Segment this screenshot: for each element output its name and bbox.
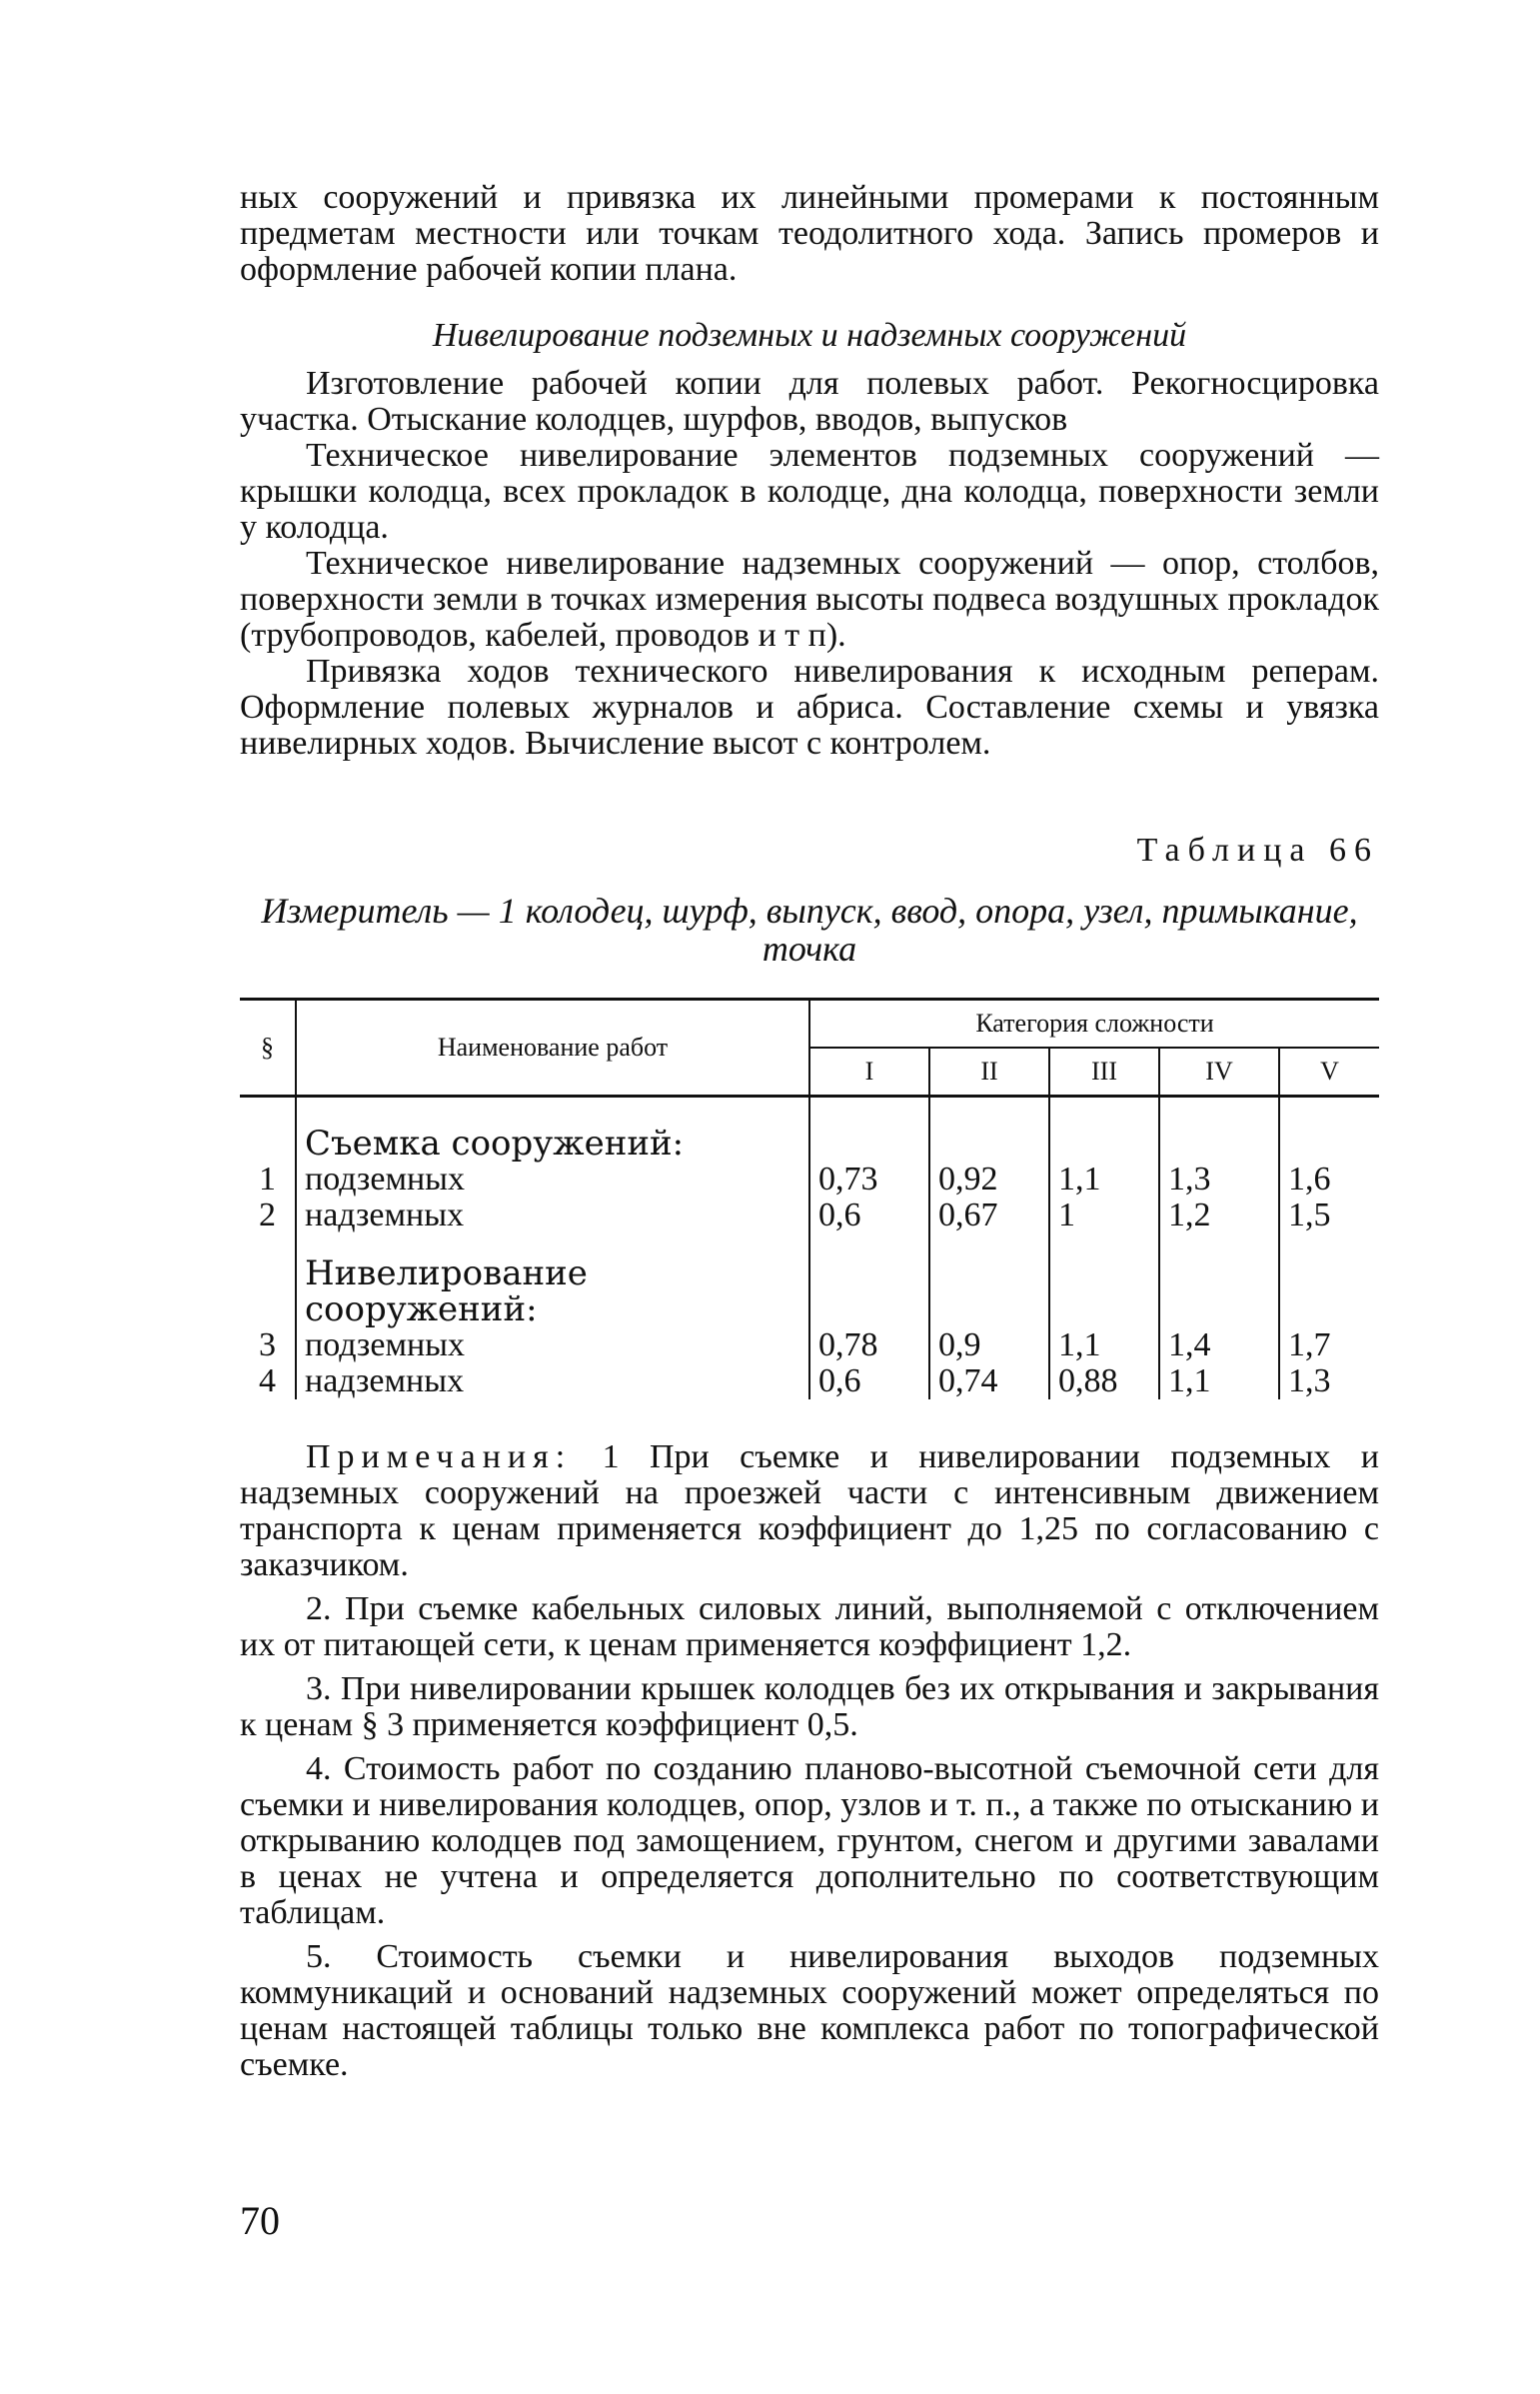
header-category: Категория сложности: [809, 1000, 1379, 1049]
paragraph-1: Изготовление рабочей копии для полевых работ. Рекогносцировка участка. Отыскание колодцев, шурфов, вводов, выпусков: [240, 365, 1379, 438]
table-row: [240, 1162, 1379, 1197]
table-group-row: [240, 1097, 1379, 1163]
row-name: надземных: [296, 1197, 809, 1233]
row-value: 0,9: [929, 1327, 1049, 1363]
norms-table: [240, 998, 1379, 1399]
page-content: [240, 180, 1379, 2091]
note-5: 5. Стоимость съемки и нивелирования выходов подземных коммуникаций и оснований надземных сооружений может определяться по ценам настоящей таблицы только вне комплекса работ по топографической съемке.: [240, 1938, 1379, 2083]
table-group-row: [240, 1233, 1379, 1327]
row-value: 0,67: [929, 1197, 1049, 1233]
note-3: 3. При нивелировании крышек колодцев без их открывания и закрывания к ценам § 3 применяется коэффициент 0,5.: [240, 1670, 1379, 1743]
row-value: 1,5: [1279, 1197, 1379, 1233]
row-name: надземных: [296, 1363, 809, 1399]
paragraph-2: Техническое нивелирование элементов подземных сооружений — крышки колодца, всех прокладок в колодце, дна колодца, поверхности земли у колодца.: [240, 437, 1379, 546]
header-section: §: [240, 1000, 296, 1097]
note-1-text: 1 При съемке и нивелировании подземных и надземных сооружений на проезжей части с интенсивным движением транспорта к ценам применяется коэффициент до 1,25 по согласованию с заказчиком.: [240, 1438, 1379, 1583]
row-value: 1,1: [1049, 1327, 1159, 1363]
row-value: 0,6: [809, 1197, 929, 1233]
row-value: 1: [1049, 1197, 1159, 1233]
row-value: 0,74: [929, 1363, 1049, 1399]
row-section: 2: [259, 1197, 276, 1233]
header-cat-4: IV: [1159, 1048, 1279, 1097]
paragraph-4: Привязка ходов технического нивелирования к исходным реперам. Оформление полевых журналов и абриса. Составление схемы и увязка нивелирных ходов. Вычисление высот с контролем.: [240, 653, 1379, 762]
row-section: 1: [259, 1161, 276, 1197]
header-cat-5: V: [1279, 1048, 1379, 1097]
row-value: 0,78: [809, 1327, 929, 1363]
row-value: 1,6: [1279, 1162, 1379, 1197]
page-number: 70: [240, 2198, 280, 2243]
table-row: [240, 1363, 1379, 1399]
table-measure: Измеритель — 1 колодец, шурф, выпуск, ввод, опора, узел, примыкание, точка: [261, 891, 1358, 969]
table-row: [240, 1327, 1379, 1363]
notes-title: Примечания:: [306, 1438, 573, 1475]
row-value: 0,92: [929, 1162, 1049, 1197]
header-cat-1: I: [809, 1048, 929, 1097]
table-label: Таблица 66: [1136, 832, 1379, 869]
row-value: 0,88: [1049, 1363, 1159, 1399]
note-2: 2. При съемке кабельных силовых линий, выполняемой с отключением их от питающей сети, к ценам применяется коэффициент 1,2.: [240, 1590, 1379, 1663]
header-cat-2: II: [929, 1048, 1049, 1097]
row-value: 1,3: [1159, 1162, 1279, 1197]
header-name: Наименование работ: [296, 1000, 809, 1097]
row-name: подземных: [296, 1327, 809, 1363]
section-heading: Нивелирование подземных и надземных сооружений: [432, 317, 1187, 354]
paragraph-3: Техническое нивелирование надземных сооружений — опор, столбов, поверхности земли в точках измерения высоты подвеса воздушных прокладок (трубопроводов, кабелей, проводов и т п).: [240, 545, 1379, 654]
group-survey: Съемка сооружений:: [296, 1097, 809, 1163]
row-value: 1,3: [1279, 1363, 1379, 1399]
row-name: подземных: [296, 1162, 809, 1197]
notes-section: [240, 1439, 1379, 2083]
note-1: [240, 1439, 1379, 1583]
intro-paragraph: ных сооружений и привязка их линейными промерами к постоянным предметам местности или точкам теодолитного хода. Запись промеров и оформление рабочей копии плана.: [240, 179, 1379, 288]
row-value: 1,2: [1159, 1197, 1279, 1233]
row-value: 1,1: [1049, 1162, 1159, 1197]
header-cat-3: III: [1049, 1048, 1159, 1097]
row-value: 1,7: [1279, 1327, 1379, 1363]
row-value: 0,73: [809, 1162, 929, 1197]
row-value: 1,1: [1159, 1363, 1279, 1399]
row-section: 3: [259, 1326, 276, 1363]
group-leveling: Нивелирование сооружений:: [296, 1233, 809, 1327]
row-value: 1,4: [1159, 1327, 1279, 1363]
row-section: 4: [259, 1362, 276, 1399]
note-4: 4. Стоимость работ по созданию планово-высотной съемочной сети для съемки и нивелирования колодцев, опор, узлов и т. п., а также по отысканию и открыванию колодцев под замощением, грунтом, снегом и другими завалами в ценах не учтена и определяется дополнительно по соответствующим таблицам.: [240, 1750, 1379, 1931]
table-row: [240, 1197, 1379, 1233]
row-value: 0,6: [809, 1363, 929, 1399]
